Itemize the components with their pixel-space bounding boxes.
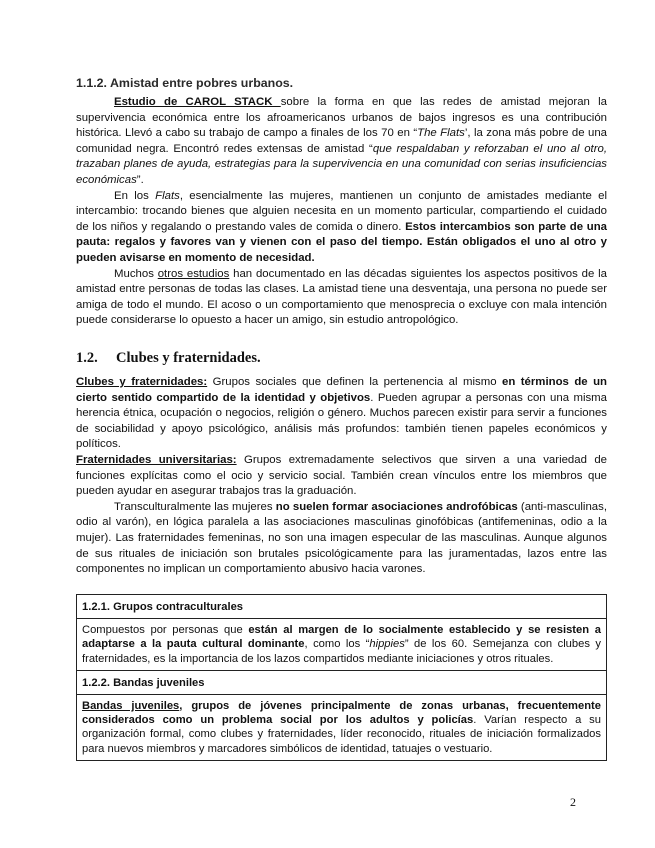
heading-1-2-2: 1.2.2. Bandas juveniles — [77, 671, 606, 695]
text: Compuestos por personas que — [82, 624, 249, 636]
section-heading-1-2 — [76, 350, 261, 367]
youth-gangs-cell — [77, 695, 606, 760]
text: Transculturalmente las mujeres — [114, 500, 276, 513]
carol-stack-study-link: Estudio de CAROL STACK — [114, 96, 281, 108]
text: (anti-masculinas, odio al varón), en lógica paralela a las asociaciones masculinas ginofóbicas (antifemeninas, odio a la mujer). Las fraternidades femeninas, no son una imagen especular de las masculinas. Aunque algunos de sus rituales de iniciación son brutales psicológicamente para las juramentadas, lazos entre las componentes no implican un comportamiento abusivo hacia varones. — [76, 500, 607, 576]
flats-term: The Flats — [417, 127, 465, 140]
clubs-term: Clubes y fraternidades: — [76, 376, 208, 388]
paragraph-other-studies — [76, 267, 607, 329]
section-title: Clubes y fraternidades. — [116, 350, 261, 366]
other-studies-link[interactable]: otros estudios — [157, 267, 230, 280]
text: Grupos sociales que definen la pertenencia al mismo — [207, 376, 502, 388]
section-body-1-2 — [76, 375, 607, 578]
paragraph-flats — [76, 189, 607, 267]
paragraph-fraternities — [76, 453, 607, 500]
heading-1-2-1: 1.2.1. Grupos contraculturales — [77, 595, 606, 619]
section-body-1-1-2 — [76, 95, 607, 329]
paragraph-clubs — [76, 375, 607, 453]
countercultural-definition: están al margen de lo socialmente establecido y se resisten a adaptarse a la pauta cultural dominante — [82, 624, 601, 651]
text: . Pueden agrupar a personas con una misma herencia étnica, ocupación o negocios, religión o género. Muchos parecen existir para servir a funciones de sociabilidad y apoyo psicológico, análisis más profundos: también tienen papeles económicos y políticos. — [76, 391, 607, 451]
hippies-term: hippies — [369, 638, 405, 651]
paragraph-transcultural — [76, 500, 607, 578]
stack-quote: que respaldaban y reforzaban el uno al otro, trazaban planes de ayuda, estrategias para la supervivencia en una comunidad con serias insuficiencias económicas — [76, 142, 607, 186]
fraternities-term: Fraternidades universitarias: — [76, 453, 237, 466]
paragraph-countercultural — [82, 623, 601, 666]
identity-statement: en términos de un cierto sentido compartido de la identidad y objetivos — [76, 376, 607, 404]
flats-term: Flats — [155, 189, 180, 202]
text: , como los “ — [304, 638, 370, 651]
page-number: 2 — [570, 795, 576, 809]
text: Grupos extremadamente selectivos que sirven a una variedad de funciones explícitas como el ocio y servicio social. También crean vínculos entre los miembros que pueden ayudar en asegurar trabajos tras la graduación. — [76, 453, 607, 498]
section-heading-1-1-2: 1.1.2. Amistad entre pobres urbanos. — [76, 76, 294, 90]
text: , esencialmente las mujeres, mantienen un conjunto de amistades mediante el intercambio: trocando bienes que alguien necesita en un momento particular, compartiendo el cuidado de los niños y regalando o prestando vales de comida o dinero. — [76, 189, 607, 233]
section-number: 1.2. — [76, 350, 98, 366]
text: han documentado en las décadas siguientes los aspectos positivos de la amistad entre personas de todas las clases. La amistad tiene una desventaja, una persona no puede ser amiga de todo el mundo. El acoso o un comportamiento que menosprecia o excluye con mala intención puede considerarse lo opuesto a hacer un amigo, sin estudio antropológico. — [76, 267, 607, 327]
paragraph-youth-gangs — [82, 699, 601, 756]
subsections-table — [76, 594, 607, 761]
countercultural-cell — [77, 619, 606, 671]
paragraph-carol-stack — [76, 95, 607, 189]
androphobic-statement: no suelen formar asociaciones androfóbicas — [275, 500, 518, 513]
youth-gangs-term: Bandas juveniles — [82, 699, 180, 712]
text: En los — [114, 189, 156, 202]
text: Muchos — [114, 267, 158, 280]
exchange-pattern-statement: Estos intercambios son parte de una pauta: regalos y favores van y vienen con el paso del tiempo. Están obligados el uno al otro y pueden avisarse en momento de necesidad. — [76, 220, 607, 264]
youth-gangs-definition: , grupos de jóvenes principalmente de zonas urbanas, frecuentemente considerados como un problema social por los adultos y policías — [82, 699, 601, 727]
text: ”. — [136, 173, 144, 186]
text: sobre la forma en que las redes de amistad mejoran la supervivencia económica entre los afroamericanos urbanos de bajos ingresos es una contribución histórica. Llevó a cabo su trabajo de campo a finales de los 70 en “ — [76, 96, 607, 140]
text: ’, la zona más pobre de una comunidad negra. Encontró redes extensas de amistad “ — [76, 127, 608, 155]
text: . Varían respecto a su organización formal, como clubes y fraternidades, líder reconocido, rituales de iniciación formalizados para nuevos miembros y marcadores simbólicos de identidad, tatuajes o vestuario. — [82, 714, 602, 755]
text: ” de los 60. Semejanza con clubes y fraternidades, es la importancia de los lazos compartidos mediante iniciaciones y otros rituales. — [82, 638, 601, 665]
